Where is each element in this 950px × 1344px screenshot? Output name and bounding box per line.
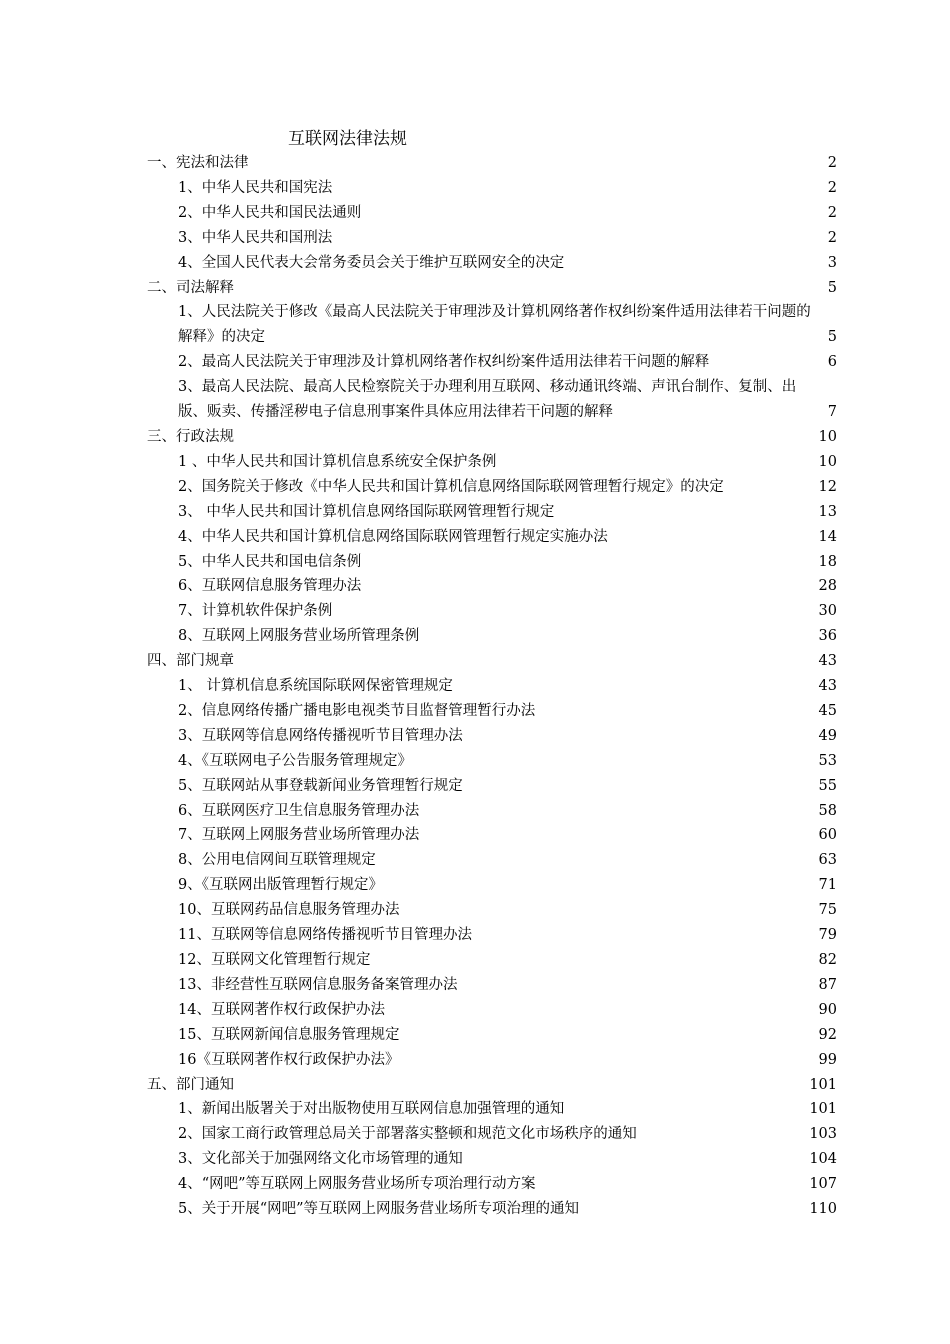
toc-section-1-page-number: 2 xyxy=(827,155,837,171)
toc-entry-4-12 xyxy=(147,948,837,973)
toc-entry-4-15 xyxy=(147,1023,837,1048)
toc-entry-4-3-label: 3、互联网等信息网络传播视听节目管理办法 xyxy=(178,727,463,744)
toc-entry-3-6-page-number: 28 xyxy=(818,578,837,595)
toc-entry-4-13-page-number: 87 xyxy=(818,976,837,993)
toc-entry-3-5-page-number: 18 xyxy=(818,553,837,570)
toc-entry-4-10-page-number: 75 xyxy=(818,902,837,919)
toc-entry-3-8 xyxy=(147,624,837,649)
toc-entry-4-8-label: 8、公用电信网间互联管理规定 xyxy=(178,852,376,869)
toc-entry-3-4-label: 4、中华人民共和国计算机信息网络国际联网管理暂行规定实施办法 xyxy=(178,528,608,545)
toc-section-5 xyxy=(147,1073,837,1098)
toc-entry-1-1-label: 1、中华人民共和国宪法 xyxy=(178,179,333,196)
toc-entry-4-9-page-number: 71 xyxy=(818,877,837,894)
toc-entry-3-7-label: 7、计算机软件保护条例 xyxy=(178,603,333,620)
toc-section-2-label: 二、司法解释 xyxy=(147,279,234,296)
toc-entry-5-5-label: 5、关于开展“网吧”等互联网上网服务营业场所专项治理的通知 xyxy=(178,1201,580,1218)
toc-section-1-label: 一、宪法和法律 xyxy=(147,155,249,171)
toc-entry-1-4 xyxy=(147,251,837,276)
toc-entry-3-7 xyxy=(147,599,837,624)
toc-entry-5-3-page-number: 104 xyxy=(809,1151,837,1168)
toc-entry-5-5-page-number: 110 xyxy=(809,1201,837,1218)
toc-entry-2-3-page-number: 7 xyxy=(827,404,837,421)
toc-entry-3-5 xyxy=(147,550,837,575)
toc-entry-5-5 xyxy=(147,1197,837,1222)
toc-entry-4-11 xyxy=(147,923,837,948)
toc-section-2-page-number: 5 xyxy=(827,279,837,296)
toc-entry-4-16 xyxy=(147,1048,837,1073)
toc-entry-3-1-page-number: 10 xyxy=(818,453,837,470)
toc-entry-3-3-label: 3、 中华人民共和国计算机信息网络国际联网管理暂行规定 xyxy=(178,503,555,520)
toc-entry-3-4-page-number: 14 xyxy=(818,528,837,545)
toc-entry-4-6 xyxy=(147,799,837,824)
toc-entry-2-1-label: 1、人民法院关于修改《最高人民法院关于审理涉及计算机网络著作权纠纷案件适用法律若干问题的解释》的决定 xyxy=(178,304,811,346)
toc-entry-2-1-page-number: 5 xyxy=(827,329,837,346)
toc-entry-1-2 xyxy=(147,201,837,226)
toc-entry-2-3-label: 3、最高人民法院、最高人民检察院关于办理利用互联网、移动通讯终端、声讯台制作、复制、出版、贩卖、传播淫秽电子信息刑事案件具体应用法律若干问题的解释 xyxy=(178,379,797,421)
toc-entry-5-3 xyxy=(147,1147,837,1172)
toc-entry-4-13 xyxy=(147,973,837,998)
toc-entry-2-1 xyxy=(147,300,837,350)
toc-entry-4-13-label: 13、非经营性互联网信息服务备案管理办法 xyxy=(178,976,458,993)
toc-entry-4-11-label: 11、互联网等信息网络传播视听节目管理办法 xyxy=(178,927,472,944)
toc-entry-4-6-label: 6、互联网医疗卫生信息服务管理办法 xyxy=(178,802,420,819)
toc-entry-4-14-label: 14、互联网著作权行政保护办法 xyxy=(178,1001,385,1018)
toc-entry-5-1-page-number: 101 xyxy=(809,1101,837,1118)
toc-entry-1-4-page-number: 3 xyxy=(827,254,837,271)
toc-entry-3-1-label: 1 、中华人民共和国计算机信息系统安全保护条例 xyxy=(178,453,497,470)
toc-entry-5-4-label: 4、“网吧”等互联网上网服务营业场所专项治理行动方案 xyxy=(178,1176,536,1193)
toc-section-5-label: 五、部门通知 xyxy=(147,1076,234,1093)
toc-entry-5-1-label: 1、新闻出版署关于对出版物使用互联网信息加强管理的通知 xyxy=(178,1101,565,1118)
toc-entry-4-8-page-number: 63 xyxy=(818,852,837,869)
toc-entry-4-12-page-number: 82 xyxy=(818,952,837,968)
toc-entry-1-2-page-number: 2 xyxy=(827,204,837,221)
toc-entry-4-8 xyxy=(147,848,837,873)
toc-entry-1-1-page-number: 2 xyxy=(827,179,837,196)
toc-entry-4-5-label: 5、互联网站从事登载新闻业务管理暂行规定 xyxy=(178,777,463,794)
toc-entry-4-2-label: 2、信息网络传播广播电影电视类节目监督管理暂行办法 xyxy=(178,702,536,719)
toc-entry-5-2-page-number: 103 xyxy=(809,1126,837,1143)
toc-entry-3-2 xyxy=(147,475,837,500)
toc-entry-5-2 xyxy=(147,1122,837,1147)
toc-entry-4-6-page-number: 58 xyxy=(818,802,837,819)
toc-entry-4-16-label: 16《互联网著作权行政保护办法》 xyxy=(178,1051,400,1068)
toc-entry-5-1 xyxy=(147,1097,837,1122)
toc-entry-4-1 xyxy=(147,674,837,699)
toc-entry-2-3 xyxy=(147,375,837,425)
toc-entry-3-2-page-number: 12 xyxy=(818,478,837,495)
toc-entry-3-5-label: 5、中华人民共和国电信条例 xyxy=(178,553,362,570)
toc-entry-4-9-label: 9、《互联网出版管理暂行规定》 xyxy=(178,877,383,894)
toc-entry-4-11-page-number: 79 xyxy=(818,927,837,944)
toc-entry-4-15-label: 15、互联网新闻信息服务管理规定 xyxy=(178,1026,400,1043)
toc-entry-3-3-page-number: 13 xyxy=(818,503,837,520)
toc-entry-4-5-page-number: 55 xyxy=(818,777,837,794)
table-of-contents xyxy=(147,151,837,1222)
toc-entry-1-4-label: 4、全国人民代表大会常务委员会关于维护互联网安全的决定 xyxy=(178,254,565,271)
toc-entry-1-3-label: 3、中华人民共和国刑法 xyxy=(178,229,333,246)
toc-entry-4-4-page-number: 53 xyxy=(818,752,837,769)
toc-entry-3-1 xyxy=(147,450,837,475)
toc-entry-3-8-page-number: 36 xyxy=(818,628,837,645)
toc-entry-2-2-page-number: 6 xyxy=(827,354,837,371)
toc-section-5-page-number: 101 xyxy=(809,1076,837,1093)
toc-entry-4-14-page-number: 90 xyxy=(818,1001,837,1018)
toc-section-3-page-number: 10 xyxy=(818,428,837,445)
toc-section-4 xyxy=(147,649,837,674)
document-title: 互联网法律法规 xyxy=(288,129,407,149)
toc-entry-3-2-label: 2、国务院关于修改《中华人民共和国计算机信息网络国际联网管理暂行规定》的决定 xyxy=(178,478,724,495)
toc-section-4-label: 四、部门规章 xyxy=(147,653,234,670)
toc-entry-4-2-page-number: 45 xyxy=(818,702,837,719)
toc-entry-1-2-label: 2、中华人民共和国民法通则 xyxy=(178,204,362,221)
toc-entry-3-4 xyxy=(147,525,837,550)
toc-entry-3-6-label: 6、互联网信息服务管理办法 xyxy=(178,578,362,595)
toc-entry-4-1-page-number: 43 xyxy=(818,678,837,695)
toc-entry-4-7-page-number: 60 xyxy=(818,827,837,844)
toc-section-3 xyxy=(147,425,837,450)
toc-entry-1-1 xyxy=(147,176,837,201)
toc-entry-4-15-page-number: 92 xyxy=(818,1026,837,1043)
toc-entry-4-12-label: 12、互联网文化管理暂行规定 xyxy=(178,952,371,968)
toc-entry-4-2 xyxy=(147,699,837,724)
toc-section-2 xyxy=(147,276,837,301)
toc-entry-1-3 xyxy=(147,226,837,251)
toc-entry-4-10-label: 10、互联网药品信息服务管理办法 xyxy=(178,902,400,919)
toc-entry-4-7-label: 7、互联网上网服务营业场所管理办法 xyxy=(178,827,420,844)
toc-section-1 xyxy=(147,151,837,176)
toc-entry-4-4-label: 4、《互联网电子公告服务管理规定》 xyxy=(178,752,412,769)
toc-entry-4-16-page-number: 99 xyxy=(818,1051,837,1068)
toc-entry-4-3 xyxy=(147,724,837,749)
toc-entry-3-3 xyxy=(147,500,837,525)
toc-section-3-label: 三、行政法规 xyxy=(147,428,234,445)
toc-entry-4-7 xyxy=(147,823,837,848)
toc-entry-4-10 xyxy=(147,898,837,923)
toc-section-4-page-number: 43 xyxy=(818,653,837,670)
toc-entry-2-2 xyxy=(147,350,837,375)
toc-entry-5-4-page-number: 107 xyxy=(809,1176,837,1193)
toc-entry-3-8-label: 8、互联网上网服务营业场所管理条例 xyxy=(178,628,420,645)
toc-entry-4-5 xyxy=(147,774,837,799)
toc-entry-4-14 xyxy=(147,998,837,1023)
toc-entry-3-7-page-number: 30 xyxy=(818,603,837,620)
toc-entry-5-3-label: 3、文化部关于加强网络文化市场管理的通知 xyxy=(178,1151,463,1168)
toc-entry-1-3-page-number: 2 xyxy=(827,229,837,246)
toc-entry-4-4 xyxy=(147,749,837,774)
toc-entry-4-1-label: 1、 计算机信息系统国际联网保密管理规定 xyxy=(178,678,453,695)
toc-entry-2-2-label: 2、最高人民法院关于审理涉及计算机网络著作权纠纷案件适用法律若干问题的解释 xyxy=(178,354,710,371)
toc-entry-4-9 xyxy=(147,873,837,898)
toc-entry-5-2-label: 2、国家工商行政管理总局关于部署落实整顿和规范文化市场秩序的通知 xyxy=(178,1126,637,1143)
toc-entry-5-4 xyxy=(147,1172,837,1197)
toc-entry-4-3-page-number: 49 xyxy=(818,727,837,744)
toc-entry-3-6 xyxy=(147,574,837,599)
